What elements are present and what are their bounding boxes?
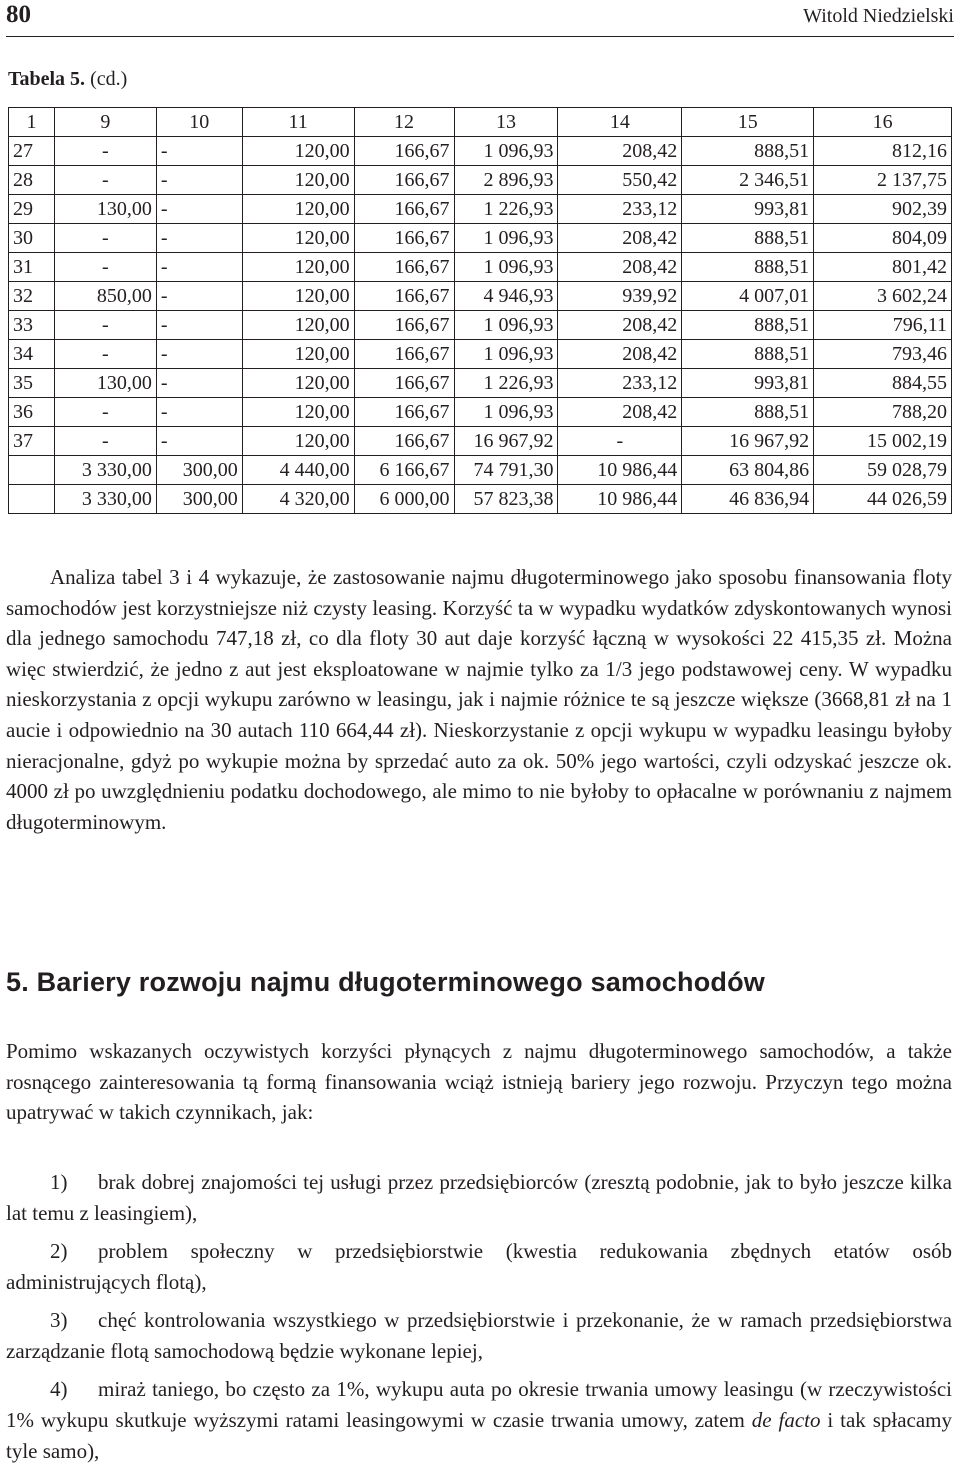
table-cell: 30 — [9, 224, 55, 253]
table-cell: 233,12 — [558, 369, 682, 398]
table-caption — [8, 68, 127, 91]
table-cell: - — [54, 340, 156, 369]
table-row — [9, 427, 952, 456]
column-header: 9 — [54, 108, 156, 137]
table-cell: 6 166,67 — [354, 456, 454, 485]
table-cell: 3 330,00 — [54, 485, 156, 514]
table-cell: 15 002,19 — [814, 427, 952, 456]
table-cell: 44 026,59 — [814, 485, 952, 514]
table-cell: 1 096,93 — [454, 224, 558, 253]
table-cell: 32 — [9, 282, 55, 311]
table-cell: 16 967,92 — [454, 427, 558, 456]
data-table — [8, 107, 952, 514]
table-cell: 208,42 — [558, 311, 682, 340]
table-cell: 120,00 — [242, 427, 354, 456]
column-header: 1 — [9, 108, 55, 137]
table-cell — [9, 456, 55, 485]
table-cell: 120,00 — [242, 224, 354, 253]
table-cell: 804,09 — [814, 224, 952, 253]
table-row — [9, 224, 952, 253]
table-cell: 120,00 — [242, 253, 354, 282]
table-cell: 37 — [9, 427, 55, 456]
table-cell: 208,42 — [558, 253, 682, 282]
list-item-text: miraż taniego, bo często za 1%, wykupu auta po okresie trwania umowy leasingu (w rzeczywistości 1% wykupu skutkuje wyższymi ratami leasingowymi w czasie trwania umowy, zatem — [6, 1377, 952, 1432]
table-cell: 4 007,01 — [682, 282, 814, 311]
table-cell: 166,67 — [354, 311, 454, 340]
table-cell: - — [54, 137, 156, 166]
list-item-number: 2) — [50, 1239, 68, 1263]
running-header — [6, 0, 954, 37]
table-cell: 888,51 — [682, 398, 814, 427]
table-cell: 166,67 — [354, 224, 454, 253]
list-item — [6, 1374, 952, 1467]
table-cell: 788,20 — [814, 398, 952, 427]
table-cell: 888,51 — [682, 137, 814, 166]
table-cell: - — [54, 166, 156, 195]
section-heading — [6, 962, 765, 1002]
table-cell: 46 836,94 — [682, 485, 814, 514]
table-cell: 166,67 — [354, 398, 454, 427]
list-item-text-end: i tak spłacamy tyle samo), — [6, 1408, 952, 1463]
table-row — [9, 398, 952, 427]
table-cell: 902,39 — [814, 195, 952, 224]
column-header: 16 — [814, 108, 952, 137]
table-cell: 166,67 — [354, 166, 454, 195]
table-cell: 57 823,38 — [454, 485, 558, 514]
table-cell: - — [156, 137, 242, 166]
column-header: 10 — [156, 108, 242, 137]
table-cell: - — [54, 398, 156, 427]
section-number: 5. — [6, 967, 29, 997]
table-row — [9, 485, 952, 514]
table-cell: - — [156, 369, 242, 398]
table-cell: 120,00 — [242, 137, 354, 166]
column-header: 15 — [682, 108, 814, 137]
table-cell: 28 — [9, 166, 55, 195]
table-row — [9, 369, 952, 398]
table-cell: 1 226,93 — [454, 195, 558, 224]
table-cell: - — [156, 195, 242, 224]
table-cell: 850,00 — [54, 282, 156, 311]
table-cell: 166,67 — [354, 195, 454, 224]
table-cell: 2 137,75 — [814, 166, 952, 195]
table-cell: 2 896,93 — [454, 166, 558, 195]
table-cell: 33 — [9, 311, 55, 340]
table-cell: 36 — [9, 398, 55, 427]
table-cell: 300,00 — [156, 456, 242, 485]
column-header: 11 — [242, 108, 354, 137]
list-item-number: 3) — [50, 1308, 68, 1332]
table-row — [9, 166, 952, 195]
list-item — [6, 1305, 952, 1367]
table-cell: 993,81 — [682, 369, 814, 398]
table-cell: 166,67 — [354, 369, 454, 398]
table-cell: 10 986,44 — [558, 485, 682, 514]
table-cell: 796,11 — [814, 311, 952, 340]
list-item-text: brak dobrej znajomości tej usługi przez przedsiębiorców (zresztą podobnie, jak to było jeszcze kilka lat temu z leasingiem), — [6, 1170, 952, 1225]
table-cell: 166,67 — [354, 282, 454, 311]
list-item-number: 4) — [50, 1377, 68, 1401]
section-title: Bariery rozwoju najmu długoterminowego samochodów — [36, 967, 765, 997]
table-row — [9, 137, 952, 166]
table-cell: 550,42 — [558, 166, 682, 195]
table-cell: 120,00 — [242, 398, 354, 427]
table-cell: - — [558, 427, 682, 456]
table-cell: 1 096,93 — [454, 398, 558, 427]
table-cell: - — [156, 311, 242, 340]
running-author: Witold Niedzielski — [803, 5, 954, 27]
list-item — [6, 1236, 952, 1298]
page-number: 80 — [6, 1, 31, 28]
table-cell: 3 602,24 — [814, 282, 952, 311]
table-cell: 166,67 — [354, 253, 454, 282]
body-paragraph-analysis: Analiza tabel 3 i 4 wykazuje, że zastosowanie najmu długoterminowego jako sposobu finansowania floty samochodów jest korzystniejsze niż czysty leasing. Korzyść ta w wypadku wydatków zdyskontowanych wynosi dla jednego samochodu 747,18 zł, co dla floty 30 aut daje korzyść łączną w wysokości 22 415,35 zł. Można więc stwierdzić, że jedno z aut jest eksploatowane w najmie tylko za 1/3 jego podstawowej ceny. W wypadku nieskorzystania z opcji wykupu zarówno w leasingu, jak i najmie różnice te są jeszcze większe (3668,81 zł na 1 aucie i odpowiednio na 30 autach 110 664,44 zł). Nieskorzystanie z opcji wykupu w wypadku leasingu byłoby nieracjonalne, gdyż po wykupie można by sprzedać auto za ok. 50% jego wartości, czyli odzyskać jeszcze ok. 4000 zł po uwzględnieniu podatku dochodowego, ale mimo to nie byłoby to opłacalne w porównaniu z najmem długoterminowym. — [6, 565, 952, 834]
table-cell: 993,81 — [682, 195, 814, 224]
table-cell: 35 — [9, 369, 55, 398]
table-cell: - — [156, 166, 242, 195]
table-cell: 812,16 — [814, 137, 952, 166]
table-caption-continued: (cd.) — [85, 68, 128, 90]
table-cell: 120,00 — [242, 195, 354, 224]
table-cell: 34 — [9, 340, 55, 369]
table-cell: 1 096,93 — [454, 137, 558, 166]
table-cell: 888,51 — [682, 311, 814, 340]
table-cell: - — [156, 224, 242, 253]
table-row — [9, 311, 952, 340]
table-cell: 1 226,93 — [454, 369, 558, 398]
table-cell: 884,55 — [814, 369, 952, 398]
table-cell: 1 096,93 — [454, 340, 558, 369]
column-header: 13 — [454, 108, 558, 137]
list-item — [6, 1167, 952, 1229]
table-cell: 31 — [9, 253, 55, 282]
table-cell: 130,00 — [54, 195, 156, 224]
table-cell: 888,51 — [682, 253, 814, 282]
table-cell: 130,00 — [54, 369, 156, 398]
table-cell: 120,00 — [242, 340, 354, 369]
table-cell: - — [156, 398, 242, 427]
table-cell: 4 440,00 — [242, 456, 354, 485]
table-cell: - — [54, 311, 156, 340]
table-row — [9, 340, 952, 369]
table-cell — [9, 485, 55, 514]
table-cell: 166,67 — [354, 137, 454, 166]
table-cell: 120,00 — [242, 166, 354, 195]
table-cell: 166,67 — [354, 340, 454, 369]
table-cell: 2 346,51 — [682, 166, 814, 195]
table-cell: - — [156, 253, 242, 282]
table-cell: 74 791,30 — [454, 456, 558, 485]
table-cell: - — [156, 427, 242, 456]
body-paragraph-barriers: Pomimo wskazanych oczywistych korzyści płynących z najmu długoterminowego samochodów, a także rosnącego zainteresowania tą formą finansowania wciąż istnieją bariery jego rozwoju. Przyczyn tego można upatrywać w takich czynnikach, jak: — [6, 1039, 952, 1125]
table-cell: 1 096,93 — [454, 311, 558, 340]
table-cell: 801,42 — [814, 253, 952, 282]
table-cell: - — [54, 224, 156, 253]
table-cell: 29 — [9, 195, 55, 224]
table-cell: 888,51 — [682, 224, 814, 253]
table-cell: - — [156, 340, 242, 369]
table-cell: - — [54, 427, 156, 456]
table-header-row — [9, 108, 952, 137]
list-item-emphasis: de facto — [751, 1408, 821, 1432]
list-item-number: 1) — [50, 1170, 68, 1194]
table-cell: 208,42 — [558, 224, 682, 253]
table-row — [9, 195, 952, 224]
table-caption-label: Tabela 5. — [8, 68, 86, 90]
table-cell: 793,46 — [814, 340, 952, 369]
table-cell: 208,42 — [558, 340, 682, 369]
column-header: 14 — [558, 108, 682, 137]
table-cell: 300,00 — [156, 485, 242, 514]
table-cell: 10 986,44 — [558, 456, 682, 485]
table-cell: - — [54, 253, 156, 282]
table-row — [9, 253, 952, 282]
table-cell: 120,00 — [242, 369, 354, 398]
table-cell: 166,67 — [354, 427, 454, 456]
table-cell: 16 967,92 — [682, 427, 814, 456]
table-cell: 6 000,00 — [354, 485, 454, 514]
table-row — [9, 282, 952, 311]
table-cell: 27 — [9, 137, 55, 166]
table-cell: 4 946,93 — [454, 282, 558, 311]
table-cell: 208,42 — [558, 137, 682, 166]
table-cell: - — [156, 282, 242, 311]
list-item-text: chęć kontrolowania wszystkiego w przedsiębiorstwie i przekonanie, że w ramach przedsiębiorstwa zarządzanie flotą samochodową będzie wykonane lepiej, — [6, 1308, 952, 1363]
table-cell: 4 320,00 — [242, 485, 354, 514]
table-cell: 63 804,86 — [682, 456, 814, 485]
table-cell: 233,12 — [558, 195, 682, 224]
table-cell: 3 330,00 — [54, 456, 156, 485]
table-cell: 120,00 — [242, 311, 354, 340]
table-cell: 120,00 — [242, 282, 354, 311]
table-cell: 208,42 — [558, 398, 682, 427]
table-cell: 939,92 — [558, 282, 682, 311]
table-row — [9, 456, 952, 485]
table-cell: 59 028,79 — [814, 456, 952, 485]
table-cell: 1 096,93 — [454, 253, 558, 282]
list-item-text: problem społeczny w przedsiębiorstwie (kwestia redukowania zbędnych etatów osób administrujących flotą), — [6, 1239, 952, 1294]
table-cell: 888,51 — [682, 340, 814, 369]
column-header: 12 — [354, 108, 454, 137]
